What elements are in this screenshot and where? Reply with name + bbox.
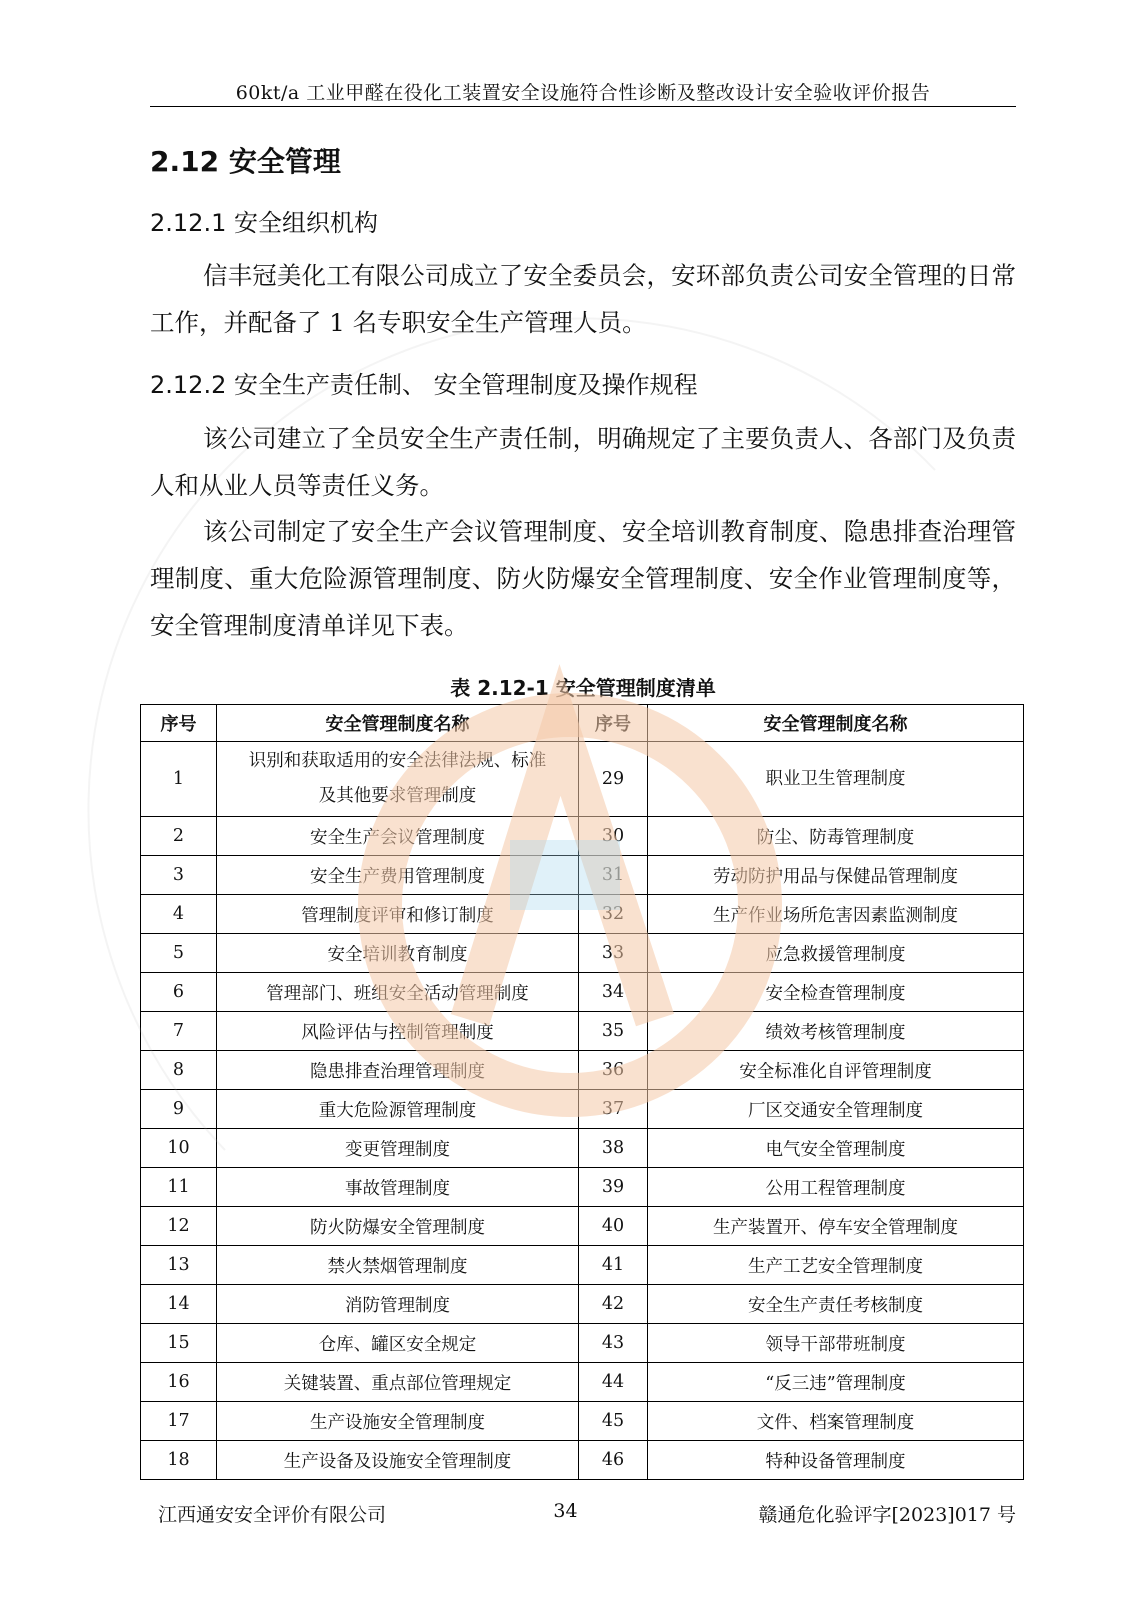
regulation-name: 生产工艺安全管理制度	[648, 1246, 1024, 1285]
header-rule	[150, 106, 1016, 107]
running-header: 60kt/a 工业甲醛在役化工装置安全设施符合性诊断及整改设计安全验收评价报告	[235, 82, 931, 104]
row-number: 42	[579, 1285, 648, 1324]
paragraph-regulations: 该公司制定了安全生产会议管理制度、安全培训教育制度、隐患排查治理管理制度、重大危险源管理制度、防火防爆安全管理制度、安全作业管理制度等，安全管理制度清单详见下表。	[150, 517, 1016, 640]
regulation-name: 安全生产会议管理制度	[217, 817, 579, 856]
regulation-name: 特种设备管理制度	[648, 1441, 1024, 1480]
footer-company: 江西通安安全评价有限公司	[158, 1504, 387, 1526]
header-name-right: 安全管理制度名称	[648, 705, 1024, 742]
row-number: 5	[141, 934, 217, 973]
paragraph-organization: 信丰冠美化工有限公司成立了安全委员会，安环部负责公司安全管理的日常工作，并配备了 1 名专职安全生产管理人员。	[150, 261, 1016, 337]
row-number: 43	[579, 1324, 648, 1363]
row-number: 36	[579, 1051, 648, 1090]
regulation-name: 安全生产费用管理制度	[217, 856, 579, 895]
section-heading: 2.12 安全管理	[150, 145, 341, 178]
table-row	[141, 1285, 1024, 1324]
table-row	[141, 742, 1024, 817]
header-no-right: 序号	[579, 705, 648, 742]
table-row	[141, 973, 1024, 1012]
table-row	[141, 1129, 1024, 1168]
row-number: 1	[141, 742, 217, 817]
row-number: 45	[579, 1402, 648, 1441]
row-number: 44	[579, 1363, 648, 1402]
table-row	[141, 1090, 1024, 1129]
subsection-heading-1: 2.12.1 安全组织机构	[150, 209, 378, 237]
regulation-name: 禁火禁烟管理制度	[217, 1246, 579, 1285]
header-no-left: 序号	[141, 705, 217, 742]
regulation-name: 隐患排查治理管理制度	[217, 1051, 579, 1090]
row-number: 46	[579, 1441, 648, 1480]
regulation-name: 仓库、罐区安全规定	[217, 1324, 579, 1363]
table-row	[141, 856, 1024, 895]
regulation-name-line-2: 及其他要求管理制度	[318, 786, 477, 806]
table-row	[141, 1051, 1024, 1090]
regulation-name: 绩效考核管理制度	[648, 1012, 1024, 1051]
regulation-name: 职业卫生管理制度	[648, 742, 1024, 817]
regulation-name-line-1: 识别和获取适用的安全法律法规、标准	[248, 751, 547, 771]
regulation-name	[217, 742, 579, 817]
row-number: 40	[579, 1207, 648, 1246]
regulation-name: 防火防爆安全管理制度	[217, 1207, 579, 1246]
row-number: 15	[141, 1324, 217, 1363]
row-number: 38	[579, 1129, 648, 1168]
regulation-name: 安全生产责任考核制度	[648, 1285, 1024, 1324]
row-number: 16	[141, 1363, 217, 1402]
regulation-name: 厂区交通安全管理制度	[648, 1090, 1024, 1129]
row-number: 39	[579, 1168, 648, 1207]
row-number: 7	[141, 1012, 217, 1051]
regulation-name: 关键装置、重点部位管理规定	[217, 1363, 579, 1402]
table-row	[141, 1246, 1024, 1285]
table-row	[141, 1168, 1024, 1207]
regulation-name: 安全标准化自评管理制度	[648, 1051, 1024, 1090]
regulation-name: 安全培训教育制度	[217, 934, 579, 973]
row-number: 33	[579, 934, 648, 973]
regulations-table	[140, 704, 1024, 1480]
regulation-name: 生产装置开、停车安全管理制度	[648, 1207, 1024, 1246]
row-number: 14	[141, 1285, 217, 1324]
row-number: 12	[141, 1207, 217, 1246]
regulation-name: 管理制度评审和修订制度	[217, 895, 579, 934]
regulation-name: 事故管理制度	[217, 1168, 579, 1207]
row-number: 8	[141, 1051, 217, 1090]
table-row	[141, 1324, 1024, 1363]
regulation-name: 防尘、防毒管理制度	[648, 817, 1024, 856]
row-number: 10	[141, 1129, 217, 1168]
row-number: 29	[579, 742, 648, 817]
regulation-name: 公用工程管理制度	[648, 1168, 1024, 1207]
regulation-name: 生产设施安全管理制度	[217, 1402, 579, 1441]
table-header-row	[141, 705, 1024, 742]
regulation-name: 劳动防护用品与保健品管理制度	[648, 856, 1024, 895]
row-number: 2	[141, 817, 217, 856]
regulation-name: “反三违”管理制度	[648, 1363, 1024, 1402]
regulation-name: 安全检查管理制度	[648, 973, 1024, 1012]
row-number: 17	[141, 1402, 217, 1441]
row-number: 30	[579, 817, 648, 856]
table-row	[141, 1402, 1024, 1441]
row-number: 3	[141, 856, 217, 895]
regulation-name: 文件、档案管理制度	[648, 1402, 1024, 1441]
footer-page-number: 34	[553, 1500, 578, 1522]
regulation-name: 管理部门、班组安全活动管理制度	[217, 973, 579, 1012]
row-number: 37	[579, 1090, 648, 1129]
row-number: 35	[579, 1012, 648, 1051]
table-row	[141, 895, 1024, 934]
row-number: 6	[141, 973, 217, 1012]
row-number: 9	[141, 1090, 217, 1129]
table-row	[141, 1363, 1024, 1402]
table-row	[141, 934, 1024, 973]
row-number: 31	[579, 856, 648, 895]
row-number: 32	[579, 895, 648, 934]
row-number: 13	[141, 1246, 217, 1285]
regulation-name: 重大危险源管理制度	[217, 1090, 579, 1129]
row-number: 41	[579, 1246, 648, 1285]
row-number: 34	[579, 973, 648, 1012]
regulation-name: 生产设备及设施安全管理制度	[217, 1441, 579, 1480]
table-row	[141, 1441, 1024, 1480]
header-name-left: 安全管理制度名称	[217, 705, 579, 742]
paragraph-responsibility: 该公司建立了全员安全生产责任制，明确规定了主要负责人、各部门及负责人和从业人员等责任义务。	[150, 424, 1016, 500]
row-number: 11	[141, 1168, 217, 1207]
regulation-name: 消防管理制度	[217, 1285, 579, 1324]
subsection-heading-2: 2.12.2 安全生产责任制、 安全管理制度及操作规程	[150, 371, 698, 399]
footer-document-number: 赣通危化验评字[2023]017 号	[758, 1504, 1016, 1526]
table-row	[141, 1207, 1024, 1246]
regulation-name: 电气安全管理制度	[648, 1129, 1024, 1168]
table-row	[141, 817, 1024, 856]
regulation-name: 生产作业场所危害因素监测制度	[648, 895, 1024, 934]
regulation-name: 风险评估与控制管理制度	[217, 1012, 579, 1051]
table-row	[141, 1012, 1024, 1051]
regulation-name: 领导干部带班制度	[648, 1324, 1024, 1363]
regulation-name: 应急救援管理制度	[648, 934, 1024, 973]
row-number: 4	[141, 895, 217, 934]
regulation-name: 变更管理制度	[217, 1129, 579, 1168]
table-caption: 表 2.12-1 安全管理制度清单	[450, 676, 716, 700]
row-number: 18	[141, 1441, 217, 1480]
